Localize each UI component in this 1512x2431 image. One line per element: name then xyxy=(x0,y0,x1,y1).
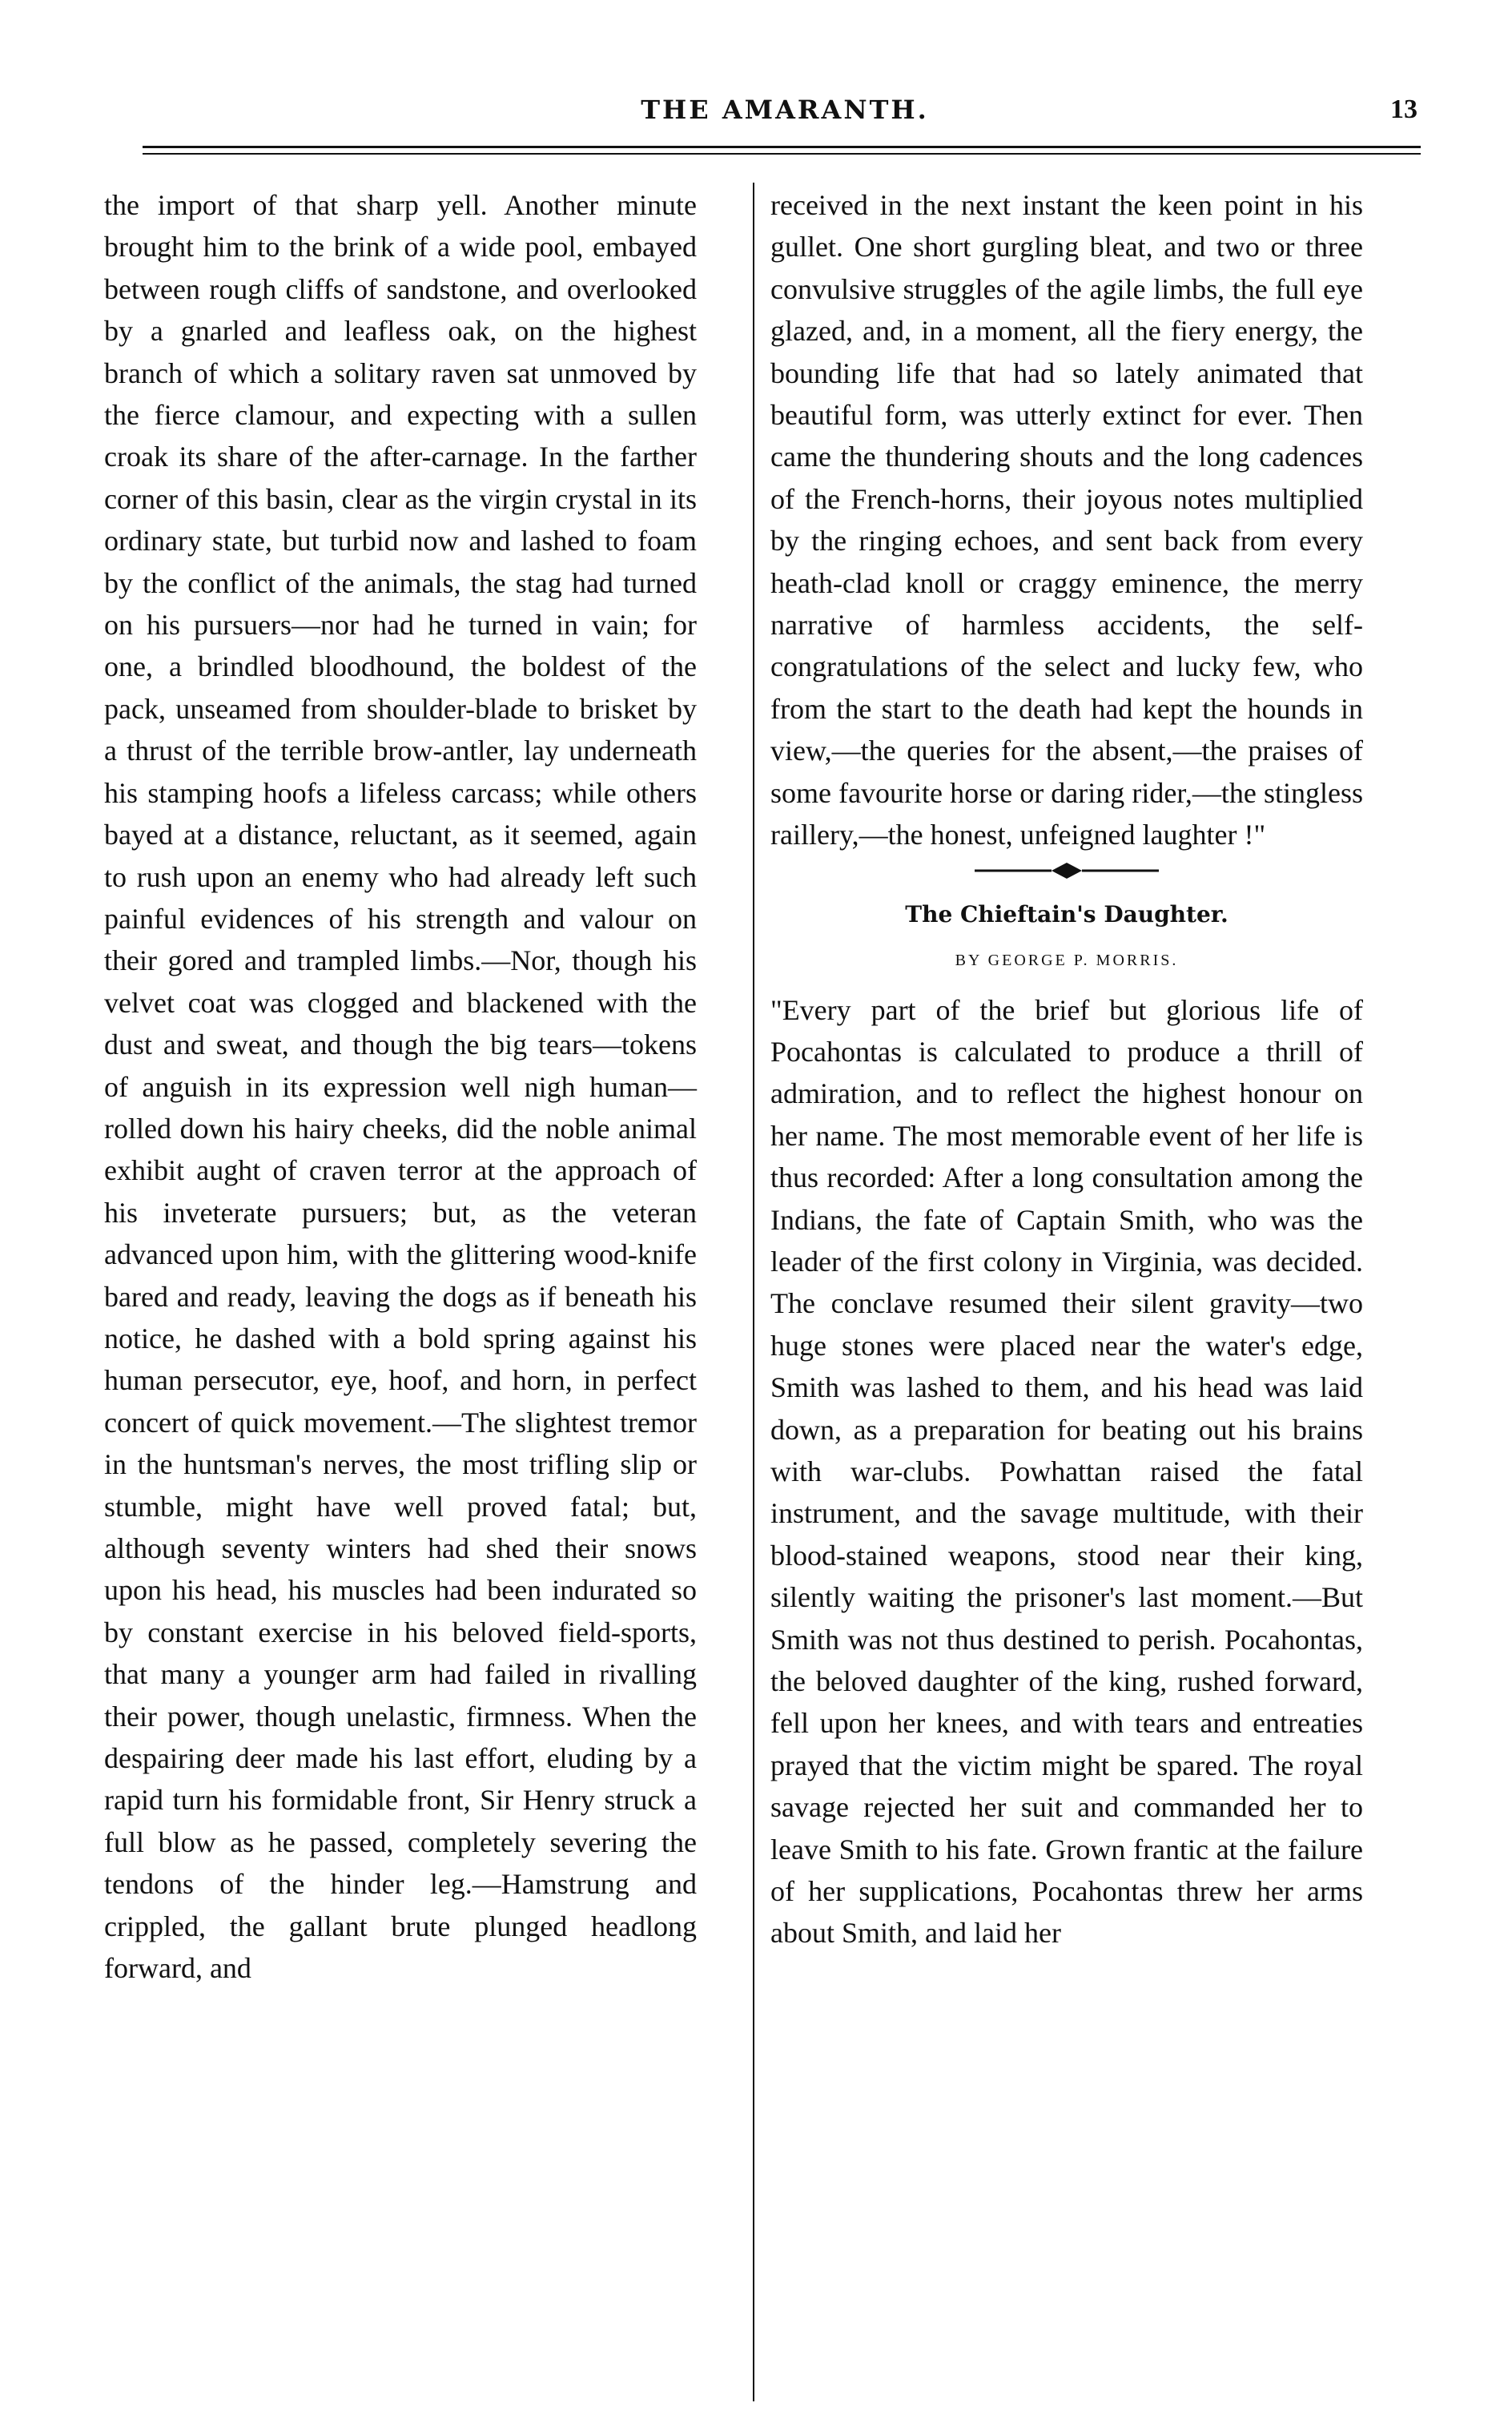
article-byline: BY GEORGE P. MORRIS. xyxy=(955,951,1179,969)
page-header xyxy=(152,95,1418,135)
article-text: "Every part of the brief but glorious life of Pocahontas is calculated to produce a thrill of admiration, and to reflect the highest honour on her name. The most memorable event of her life is thus recorded: After a long consultation among the Indians, the fate of Captain Smith, who was the leader of the first colony in Virginia, was decided. The conclave resumed their silent gravity—two huge stones were placed near the water's edge, Smith was lashed to them, and his head was laid down, as a preparation for beating out his brains with war-clubs. Powhattan raised the fatal instrument, and the savage multitude, with their blood-stained weapons, stood near their king, silently waiting the prisoner's last moment.—But Smith was not thus destined to perish. Pocahontas, the beloved daughter of the king, rushed forward, fell upon her knees, and with tears and entreaties prayed that the victim might be spared. The royal savage rejected her suit and commanded her to leave Smith to his fate. Grown frantic at the failure of her supplications, Pocahontas threw her arms about Smith, and laid her xyxy=(770,993,1363,1950)
running-head: THE AMARANTH. xyxy=(641,95,929,125)
left-column xyxy=(104,184,697,1989)
left-column-text: the import of that sharp yell. Another minute brought him to the brink of a wide pool, embayed between rough cliffs of sandstone, and overlooked by a gnarled and leafless oak, on the highest branch of which a solitary raven sat unmoved by the fierce clamour, and expecting with a sullen croak its share of the after-carnage. In the farther corner of this basin, clear as the virgin crystal in its ordinary state, but turbid now and lashed to foam by the conflict of the animals, the stag had turned on his pursuers—nor had he turned in vain; for one, a brindled bloodhound, the boldest of the pack, unseamed from shoulder-blade to brisket by a thrust of the terrible brow-antler, lay underneath his stamping hoofs a lifeless carcass; while others bayed at a distance, reluctant, as it seemed, again to rush upon an enemy who had already left such painful evidences of his strength and valour on their gored and trampled limbs.—Nor, though his velvet coat was clogged and blackened with the dust and sweat, and though the big tears—tokens of anguish in its expression well nigh human—rolled down his hairy cheeks, did the noble animal exhibit aught of craven terror at the approach of his inveterate pursuers; but, as the veteran advanced upon him, with the glittering wood-knife bared and ready, leaving the dogs as if beneath his notice, he dashed with a bold spring against his human persecutor, eye, hoof, and horn, in perfect concert of quick movement.—The slightest tremor in the huntsman's nerves, the most trifling slip or stumble, might have well proved fatal; but, although seventy winters had shed their snows upon his head, his muscles had been indurated so by constant exercise in his beloved field-sports, that many a younger arm had failed in rivalling their power, though unelastic, firmness. When the despairing deer made his last effort, eluding by a rapid turn his formidable front, Sir Henry struck a full blow as he passed, completely severing the tendons of the hinder leg.—Hamstrung and crippled, the gallant brute plunged headlong forward, and xyxy=(104,189,697,1985)
page-number: 13 xyxy=(1390,95,1418,124)
column-divider xyxy=(753,183,754,2401)
article-title: The Chieftain's Daughter. xyxy=(905,900,1228,928)
section-ornament-icon xyxy=(975,861,1159,880)
continuation-text: received in the next instant the keen point in his gullet. One short gurgling bleat, and two or three convulsive struggles of the agile limbs, the full eye glazed, and, in a moment, all the fiery energy, the bounding life that had so lately animated that beautiful form, was utterly extinct for ever. Then came the thundering shouts and the long cadences of the French-horns, their joyous notes multiplied by the ringing echoes, and sent back from every heath-clad knoll or craggy eminence, the merry narrative of harmless accidents, the self-congratulations of the select and lucky few, who from the start to the death had kept the hounds in view,—the queries for the absent,—the praises of some favourite horse or daring rider,—the stingless raillery,—the honest, unfeigned laughter !" xyxy=(770,189,1363,851)
header-rule xyxy=(143,146,1421,155)
right-column xyxy=(770,184,1363,1954)
